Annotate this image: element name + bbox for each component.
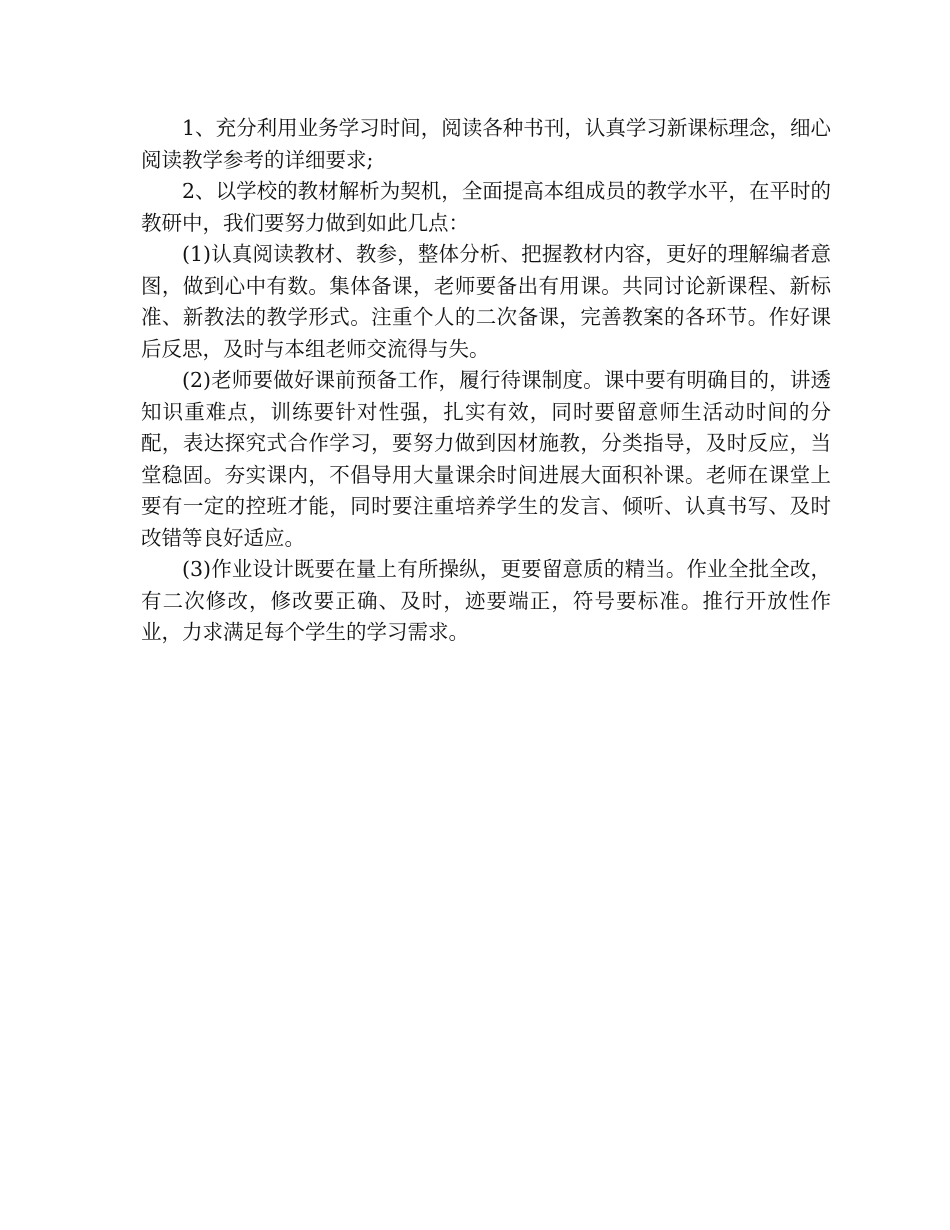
paragraph-2: 2、以学校的教材解析为契机，全面提高本组成员的教学水平，在平时的教研中，我们要努力做到如此几点： bbox=[141, 179, 831, 235]
paragraph-1: 1、充分利用业务学习时间，阅读各种书刊，认真学习新课标理念，细心阅读教学参考的详细要求; bbox=[141, 116, 831, 172]
paragraph-3: (1)认真阅读教材、教参，整体分析、把握教材内容，更好的理解编者意图，做到心中有数。集体备课，老师要备出有用课。共同讨论新课程、新标准、新教法的教学形式。注重个人的二次备课，完善教案的各环节。作好课后反思，及时与本组老师交流得与失。 bbox=[141, 242, 831, 361]
document-body bbox=[141, 113, 831, 649]
paragraph-5: (3)作业设计既要在量上有所操纵，更要留意质的精当。作业全批全改，有二次修改，修改要正确、及时，迹要端正，符号要标准。推行开放性作业，力求满足每个学生的学习需求。 bbox=[141, 557, 831, 644]
paragraph-4: (2)老师要做好课前预备工作，履行待课制度。课中要有明确目的，讲透知识重难点，训练要针对性强，扎实有效，同时要留意师生活动时间的分配，表达探究式合作学习，要努力做到因材施教，分类指导，及时反应，当堂稳固。夯实课内，不倡导用大量课余时间进展大面积补课。老师在课堂上要有一定的控班才能，同时要注重培养学生的发言、倾听、认真书写、及时改错等良好适应。 bbox=[141, 368, 831, 550]
